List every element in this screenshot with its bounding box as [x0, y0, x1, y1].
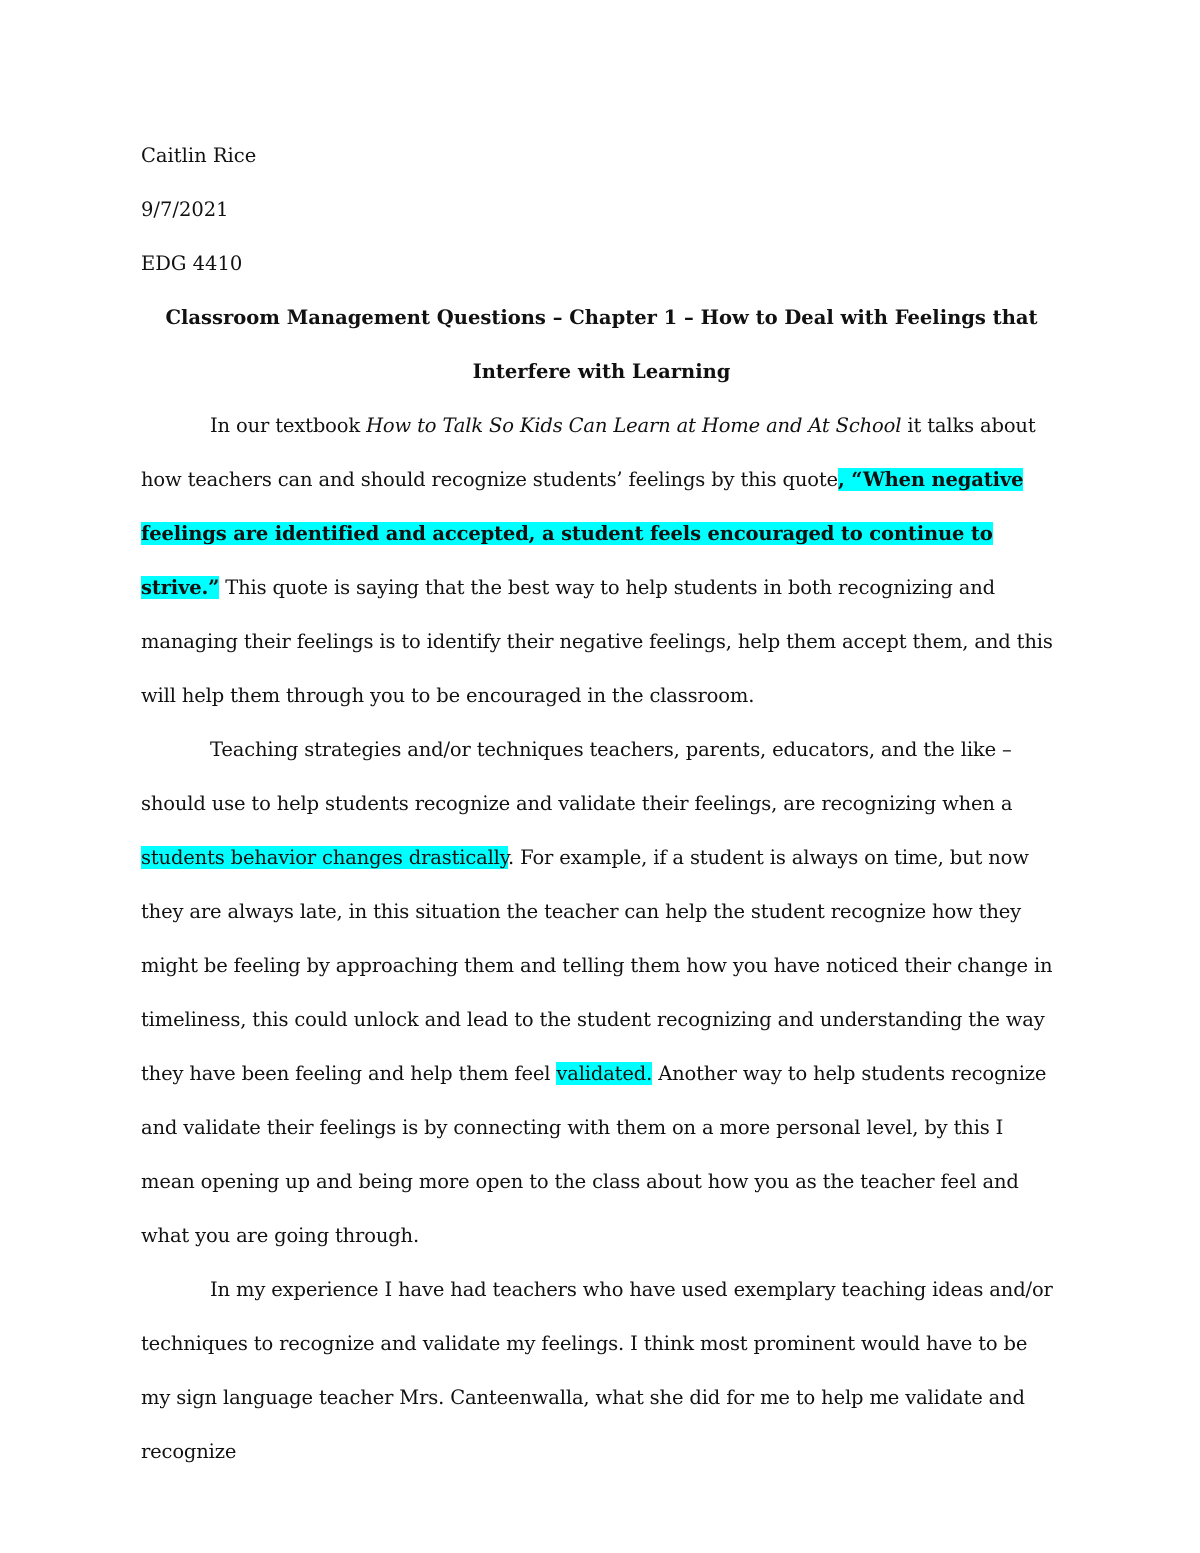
paragraph-1-rest: This quote is saying that the best way to help students in both recognizing and managing their feelings is to identify their negative feelings, help them accept them, and this will help them through you to be encouraged in the classroom. [141, 576, 1053, 707]
paragraph-2-mid: . For example, if a student is always on time, but now they are always late, in this situation the teacher can help the student recognize how they might be feeling by approaching them and telling them how you have noticed their change in timeliness, this could unlock and lead to the student recognizing and understanding the way they have been feeling and help them feel [141, 846, 1053, 1085]
paragraph-2-rest: Another way to help students recognize and validate their feelings is by connecting with them on a more personal level, by this I mean opening up and being more open to the class about how you as the teacher feel and what you are going through. [141, 1062, 1047, 1247]
document-title: Classroom Management Questions – Chapter 1 – How to Deal with Feelings that Interfere with Learning [165, 306, 1038, 383]
course-code: EDG 4410 [141, 252, 243, 275]
paragraph-3: In my experience I have had teachers who have used exemplary teaching ideas and/or techniques to recognize and validate my feelings. I think most prominent would have to be my sign language teacher Mrs. Canteenwalla, what she did for me to help me validate and recognize [141, 1278, 1053, 1463]
document-date: 9/7/2021 [141, 198, 229, 221]
document-body [141, 129, 1062, 1479]
highlighted-quote: , “When negative feelings are identified and accepted, a student feels encouraged to continue to strive.” [141, 468, 1024, 599]
paragraph-2-intro: Teaching strategies and/or techniques teachers, parents, educators, and the like – should use to help students recognize and validate their feelings, are recognizing when a [141, 738, 1013, 815]
highlighted-behavior-phrase: students behavior changes drastically [141, 846, 509, 869]
book-title: How to Talk So Kids Can Learn at Home and At School [366, 414, 902, 437]
paragraph-1-mid: it talks about how teachers can and should recognize students’ feelings by this quote [141, 414, 1036, 491]
paragraph-1-intro: In our textbook [210, 414, 367, 437]
author-name: Caitlin Rice [141, 144, 257, 167]
paragraph-1 [141, 399, 1062, 723]
highlighted-validated: validated. [556, 1062, 653, 1085]
paragraph-2 [141, 723, 1062, 1263]
